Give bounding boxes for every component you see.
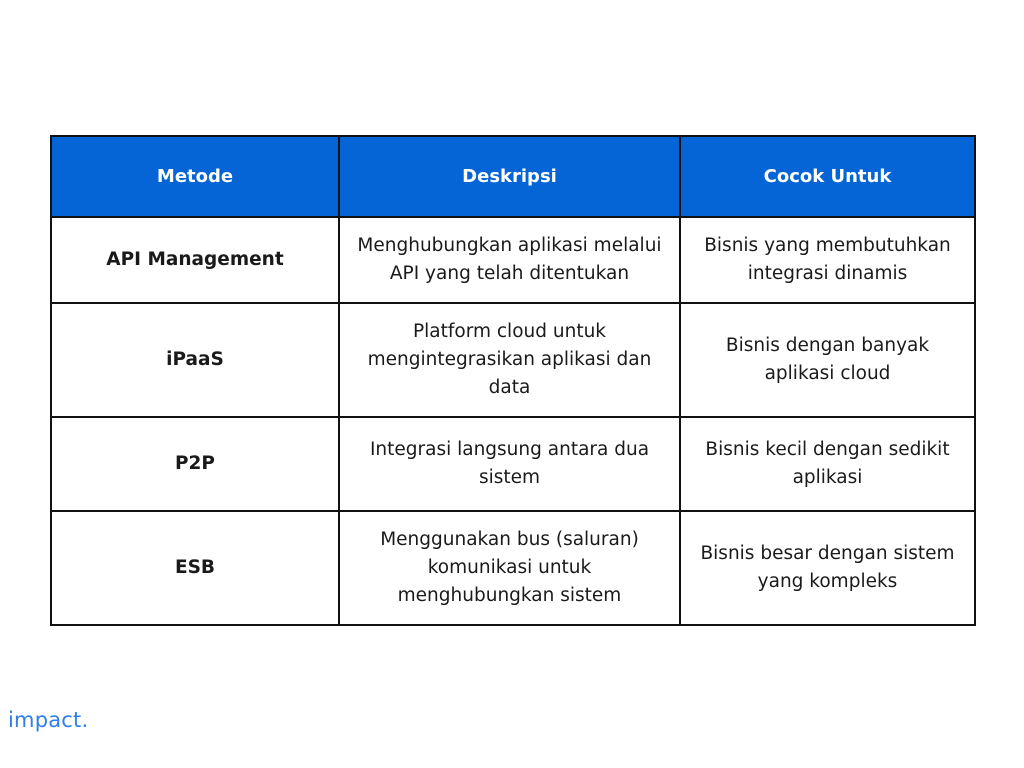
suitable-for-cell: Bisnis besar dengan sistem yang kompleks xyxy=(680,511,975,625)
suitable-for-cell: Bisnis dengan banyak aplikasi cloud xyxy=(680,303,975,417)
description-cell: Platform cloud untuk mengintegrasikan aplikasi dan data xyxy=(339,303,680,417)
method-cell: ESB xyxy=(51,511,339,625)
table-row xyxy=(51,303,975,417)
method-cell: API Management xyxy=(51,217,339,303)
table-header xyxy=(51,136,975,217)
table-row xyxy=(51,217,975,303)
column-header-suitable-for: Cocok Untuk xyxy=(680,136,975,217)
description-cell: Integrasi langsung antara dua sistem xyxy=(339,417,680,511)
method-cell: P2P xyxy=(51,417,339,511)
table-row xyxy=(51,511,975,625)
column-header-method: Metode xyxy=(51,136,339,217)
method-cell: iPaaS xyxy=(51,303,339,417)
table-header-row xyxy=(51,136,975,217)
table-body xyxy=(51,217,975,625)
description-cell: Menghubungkan aplikasi melalui API yang telah ditentukan xyxy=(339,217,680,303)
suitable-for-cell: Bisnis yang membutuhkan integrasi dinamis xyxy=(680,217,975,303)
comparison-table xyxy=(50,135,976,626)
table-row xyxy=(51,417,975,511)
suitable-for-cell: Bisnis kecil dengan sedikit aplikasi xyxy=(680,417,975,511)
description-cell: Menggunakan bus (saluran) komunikasi untuk menghubungkan sistem xyxy=(339,511,680,625)
brand-logo: impact. xyxy=(8,708,89,732)
column-header-description: Deskripsi xyxy=(339,136,680,217)
